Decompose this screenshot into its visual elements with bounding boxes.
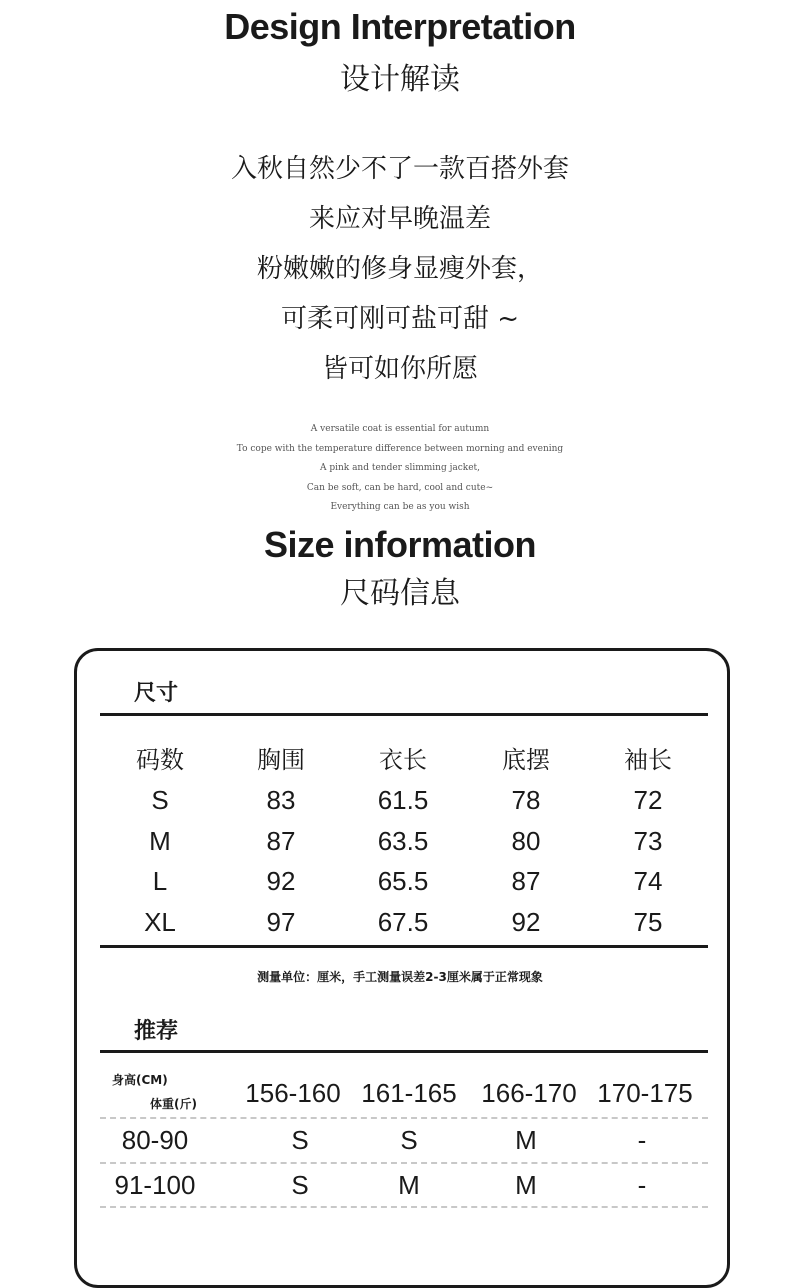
design-title-cn: 设计解读 bbox=[340, 62, 460, 97]
size-header-cell: 衣长 bbox=[379, 746, 427, 774]
row-divider bbox=[100, 1117, 708, 1119]
design-description-cn bbox=[0, 144, 800, 394]
description-line-en: Everything can be as you wish bbox=[330, 502, 470, 512]
description-line-en: A pink and tender slimming jacket, bbox=[319, 463, 481, 473]
size-cell: 92 bbox=[266, 866, 296, 896]
size-cell: S bbox=[151, 785, 169, 815]
corner-height-label: 身高(CM) bbox=[112, 1073, 168, 1087]
description-line-cn: 皆可如你所愿 bbox=[321, 354, 478, 384]
size-cell: 61.5 bbox=[377, 785, 429, 815]
description-line-cn: 来应对早晚温差 bbox=[308, 204, 491, 234]
size-cell: 73 bbox=[633, 826, 663, 856]
recommend-cell: S bbox=[291, 1125, 309, 1155]
size-cell: 92 bbox=[511, 907, 541, 937]
corner-weight-label: 体重(斤) bbox=[150, 1097, 197, 1111]
size-cell: 87 bbox=[511, 866, 541, 896]
size-cell: XL bbox=[144, 907, 176, 937]
recommend-section-title: 推荐 bbox=[134, 1019, 179, 1044]
size-info-title-cn: 尺码信息 bbox=[340, 576, 460, 611]
recommend-table-top-rule bbox=[100, 1050, 708, 1053]
size-cell: 83 bbox=[266, 785, 296, 815]
description-line-cn: 粉嫩嫩的修身显瘦外套， bbox=[256, 254, 543, 284]
size-cell: 63.5 bbox=[377, 826, 429, 856]
size-cell: 74 bbox=[633, 866, 663, 896]
row-divider bbox=[100, 1206, 708, 1208]
size-cell: 87 bbox=[266, 826, 296, 856]
recommend-cell: M bbox=[398, 1170, 420, 1200]
size-table-bottom-rule bbox=[100, 945, 708, 948]
measurement-note: 测量单位：厘米，手工测量误差2-3厘米属于正常现象 bbox=[257, 970, 543, 984]
size-cell: 65.5 bbox=[377, 866, 429, 896]
description-line-en: A versatile coat is essential for autumn bbox=[310, 424, 490, 434]
size-cell: 75 bbox=[633, 907, 663, 937]
design-description-en bbox=[0, 420, 800, 518]
recommend-header-cell: 166-170 bbox=[481, 1078, 577, 1108]
description-line-cn: 入秋自然少不了一款百搭外套 bbox=[230, 154, 569, 184]
recommend-cell: M bbox=[515, 1125, 537, 1155]
size-cell: L bbox=[152, 866, 168, 896]
recommend-header-cell: 170-175 bbox=[597, 1078, 693, 1108]
recommend-header-cell: 156-160 bbox=[245, 1078, 341, 1108]
recommend-header-cell: 161-165 bbox=[361, 1078, 457, 1108]
size-cell: 78 bbox=[511, 785, 541, 815]
description-line-en: To cope with the temperature difference between morning and evening bbox=[236, 443, 564, 454]
size-cell: 72 bbox=[633, 785, 663, 815]
size-table-top-rule bbox=[100, 713, 708, 716]
recommend-cell: 91-100 bbox=[114, 1170, 196, 1200]
size-section-title: 尺寸 bbox=[134, 681, 179, 706]
size-header-cell: 底摆 bbox=[502, 746, 550, 774]
recommend-cell: 80-90 bbox=[121, 1125, 189, 1155]
recommend-cell: - bbox=[637, 1125, 647, 1155]
recommend-cell: S bbox=[400, 1125, 418, 1155]
size-cell: M bbox=[149, 826, 171, 856]
recommend-cell: - bbox=[637, 1170, 647, 1200]
size-header-cell: 袖长 bbox=[624, 746, 672, 774]
size-header-cell: 胸围 bbox=[257, 746, 305, 774]
row-divider bbox=[100, 1162, 708, 1164]
recommend-cell: M bbox=[515, 1170, 537, 1200]
size-cell: 67.5 bbox=[377, 907, 429, 937]
recommend-cell: S bbox=[291, 1170, 309, 1200]
description-line-cn: 可柔可刚可盐可甜 ~ bbox=[280, 304, 520, 334]
size-info-title-en: Size information bbox=[263, 524, 537, 565]
description-line-en: Can be soft, can be hard, cool and cute~ bbox=[306, 482, 494, 493]
size-cell: 80 bbox=[511, 826, 541, 856]
size-cell: 97 bbox=[266, 907, 296, 937]
design-title-en: Design Interpretation bbox=[224, 6, 576, 47]
size-header-cell: 码数 bbox=[136, 746, 184, 774]
